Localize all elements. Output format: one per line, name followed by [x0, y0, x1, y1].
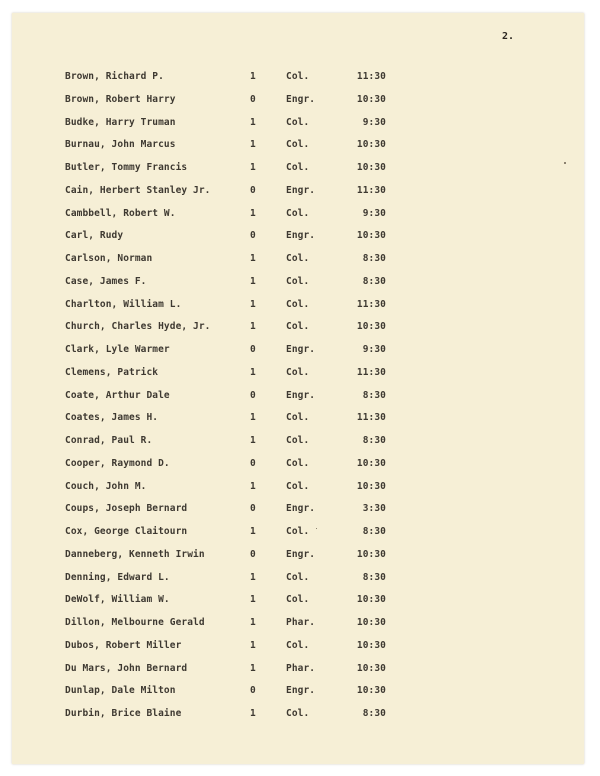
student-number: 1 [250, 435, 256, 446]
student-name: Charlton, William L. [65, 298, 182, 310]
roster-row [0, 229, 600, 252]
student-number: 1 [250, 594, 256, 606]
student-name: Danneberg, Kenneth Irwin [65, 548, 205, 560]
student-time: 8:30 [362, 275, 386, 287]
student-department: Col. [286, 594, 310, 606]
student-number: 0 [250, 230, 256, 242]
student-number: 1 [250, 526, 256, 537]
student-department: Engr. [286, 503, 316, 515]
student-name: Carlson, Norman [65, 253, 153, 264]
student-time: 10:30 [356, 93, 386, 105]
roster-row [0, 457, 600, 480]
student-department: Engr. [286, 389, 316, 401]
student-name: Butler, Tommy Francis [65, 162, 188, 173]
student-time: 8:30 [362, 708, 386, 719]
student-time: 10:30 [356, 685, 386, 697]
roster-row [0, 116, 600, 139]
student-name: Cooper, Raymond D. [65, 457, 170, 469]
student-name: Coates, James H. [65, 412, 159, 424]
student-number: 0 [250, 685, 256, 697]
student-name: Cox, George Claitourn [65, 526, 188, 537]
student-number: 1 [250, 639, 256, 651]
student-time: 10:30 [356, 594, 386, 606]
roster-row [0, 298, 600, 321]
student-number: 0 [250, 503, 256, 515]
roster-row [0, 275, 600, 298]
student-time: 8:30 [362, 389, 386, 401]
student-time: 9:30 [362, 116, 386, 128]
roster-row [0, 548, 600, 571]
student-time: 3:30 [362, 503, 386, 515]
student-department: Col. [286, 162, 310, 173]
roster-row [0, 389, 600, 412]
student-number: 0 [250, 548, 256, 560]
roster-row [0, 707, 600, 730]
student-name: Carl, Rudy [65, 230, 124, 242]
roster-row [0, 161, 600, 184]
student-department: Phar. [286, 662, 316, 674]
student-time: 11:30 [356, 298, 386, 310]
student-number: 1 [250, 71, 256, 82]
roster-row [0, 184, 600, 207]
student-name: Denning, Edward L. [65, 571, 170, 583]
student-department: Engr. [286, 548, 316, 560]
student-number: 1 [250, 298, 256, 310]
student-time: 10:30 [356, 639, 386, 651]
student-time: 10:30 [356, 321, 386, 333]
student-number: 1 [250, 480, 256, 492]
student-department: Col. [286, 526, 310, 537]
student-number: 1 [250, 207, 256, 219]
student-department: Col. [286, 412, 310, 424]
student-time: 9:30 [362, 344, 386, 355]
student-name: Case, James F. [65, 275, 147, 287]
student-name: Brown, Robert Harry [65, 93, 176, 105]
student-department: Engr. [286, 184, 316, 196]
student-department: Engr. [286, 344, 316, 355]
student-time: 10:30 [356, 480, 386, 492]
student-number: 1 [250, 412, 256, 424]
roster-row [0, 343, 600, 366]
student-department: Col. [286, 457, 310, 469]
roster-row [0, 571, 600, 594]
student-number: 1 [250, 366, 256, 378]
student-number: 1 [250, 253, 256, 264]
student-time: 11:30 [356, 184, 386, 196]
student-time: 10:30 [356, 162, 386, 173]
student-name: DeWolf, William W. [65, 594, 170, 606]
student-department: Col. [286, 708, 310, 719]
student-department: Col. [286, 116, 310, 128]
student-time: 10:30 [356, 230, 386, 242]
roster-row [0, 662, 600, 685]
student-time: 10:30 [356, 617, 386, 628]
student-time: 11:30 [356, 71, 386, 82]
student-name: Dubos, Robert Miller [65, 639, 182, 651]
student-number: 1 [250, 708, 256, 719]
student-number: 1 [250, 617, 256, 628]
student-name: Du Mars, John Bernard [65, 662, 188, 674]
student-name: Church, Charles Hyde, Jr. [65, 321, 211, 333]
student-name: Dillon, Melbourne Gerald [65, 617, 205, 628]
student-department: Col. [286, 298, 310, 310]
student-department: Col. [286, 275, 310, 287]
roster-row [0, 411, 600, 434]
student-department: Col. [286, 253, 310, 264]
student-time: 11:30 [356, 412, 386, 424]
student-name: Budke, Harry Truman [65, 116, 176, 128]
student-name: Clemens, Patrick [65, 366, 159, 378]
student-name: Conrad, Paul R. [65, 435, 153, 446]
student-time: 8:30 [362, 571, 386, 583]
student-name: Brown, Richard P. [65, 71, 164, 82]
student-number: 0 [250, 344, 256, 355]
student-name: Couch, John M. [65, 480, 147, 492]
student-name: Dunlap, Dale Milton [65, 685, 176, 697]
student-number: 0 [250, 93, 256, 105]
student-department: Col. [286, 366, 310, 378]
roster-row [0, 684, 600, 707]
student-name: Durbin, Brice Blaine [65, 708, 182, 719]
student-time: 8:30 [362, 435, 386, 446]
student-number: 1 [250, 162, 256, 173]
student-name: Clark, Lyle Warmer [65, 344, 170, 355]
page-number: 2. [502, 31, 515, 42]
roster-row [0, 366, 600, 389]
student-time: 10:30 [356, 662, 386, 674]
student-number: 1 [250, 275, 256, 287]
student-department: Engr. [286, 230, 316, 242]
student-number: 1 [250, 116, 256, 128]
student-department: Col. [286, 71, 310, 82]
student-time: 11:30 [356, 366, 386, 378]
student-department: Engr. [286, 93, 316, 105]
student-roster [0, 70, 600, 730]
student-department: Col. [286, 435, 310, 446]
student-department: Col. [286, 480, 310, 492]
roster-row [0, 320, 600, 343]
roster-row [0, 616, 600, 639]
roster-row [0, 252, 600, 275]
roster-row [0, 639, 600, 662]
student-department: Col. [286, 639, 310, 651]
student-number: 1 [250, 321, 256, 333]
student-time: 8:30 [362, 526, 386, 537]
roster-row [0, 525, 600, 548]
roster-row [0, 70, 600, 93]
roster-row [0, 502, 600, 525]
student-name: Burnau, John Marcus [65, 139, 176, 151]
roster-row [0, 434, 600, 457]
student-name: Cambbell, Robert W. [65, 207, 176, 219]
student-name: Coate, Arthur Dale [65, 389, 170, 401]
student-department: Col. [286, 321, 310, 333]
roster-row [0, 93, 600, 116]
roster-row [0, 138, 600, 161]
student-time: 9:30 [362, 207, 386, 219]
student-department: Engr. [286, 685, 316, 697]
student-name: Coups, Joseph Bernard [65, 503, 188, 515]
student-time: 8:30 [362, 253, 386, 264]
student-department: Col. [286, 571, 310, 583]
student-name: Cain, Herbert Stanley Jr. [65, 184, 211, 196]
student-number: 0 [250, 184, 256, 196]
student-department: Col. [286, 207, 310, 219]
student-number: 1 [250, 571, 256, 583]
roster-row [0, 207, 600, 230]
student-number: 1 [250, 662, 256, 674]
student-time: 10:30 [356, 457, 386, 469]
student-time: 10:30 [356, 139, 386, 151]
roster-row [0, 480, 600, 503]
student-number: 0 [250, 457, 256, 469]
student-number: 1 [250, 139, 256, 151]
student-time: 10:30 [356, 548, 386, 560]
student-number: 0 [250, 389, 256, 401]
student-department: Col. [286, 139, 310, 151]
student-department: Phar. [286, 617, 316, 628]
roster-row [0, 593, 600, 616]
